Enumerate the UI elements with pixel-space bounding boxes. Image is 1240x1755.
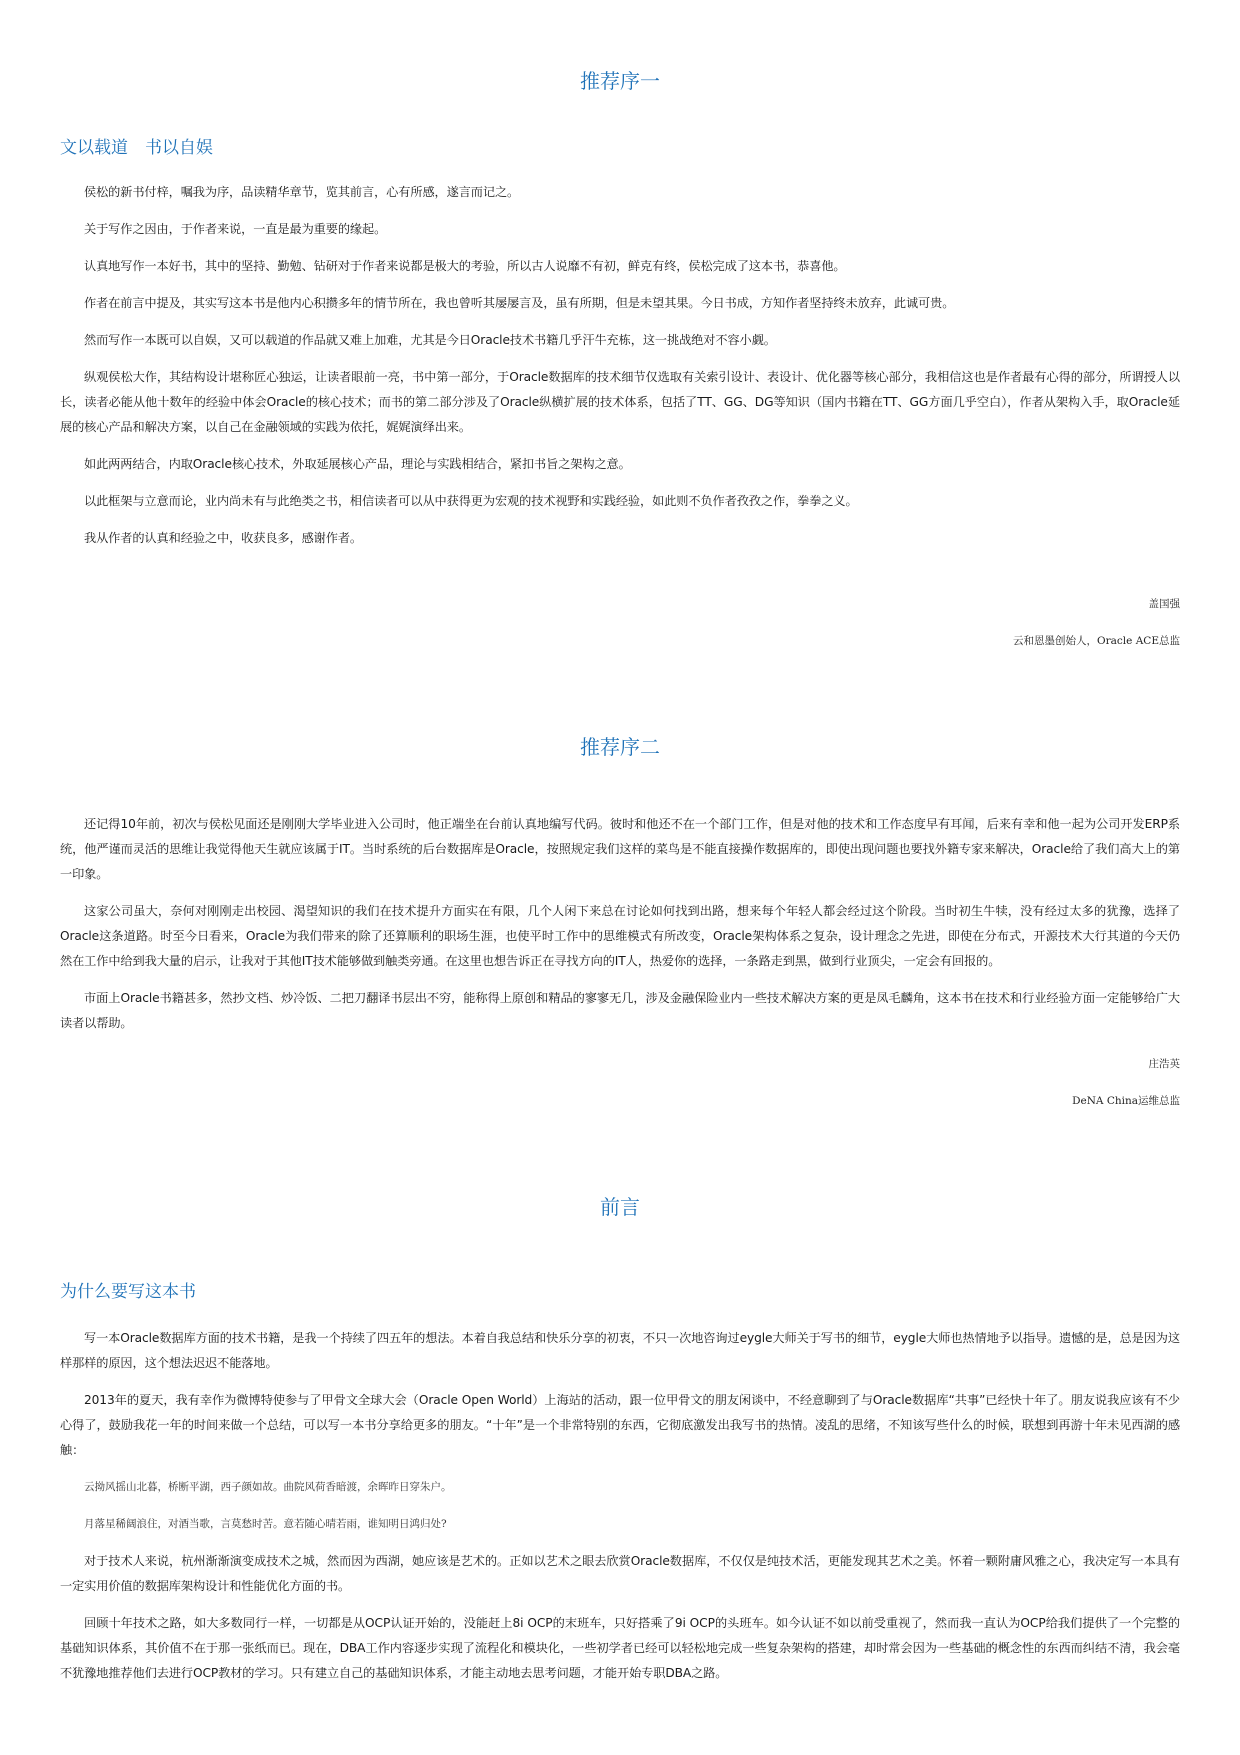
preface2-paragraph: 市面上Oracle书籍甚多，然抄文档、炒冷饭、二把刀翻译书层出不穷，能称得上原创和精品的寥寥无几，涉及金融保险业内一些技术解决方案的更是凤毛麟角，这本书在技术和行业经验方面一定能够给广大读者以帮助。 (60, 991, 1180, 1030)
preface1-paragraph: 关于写作之因由，于作者来说，一直是最为重要的缘起。 (84, 222, 387, 236)
preface1-signature-title: 云和恩墨创始人，Oracle ACE总监 (1013, 635, 1180, 647)
preface1-paragraph: 然而写作一本既可以自娱，又可以载道的作品就又难上加难，尤其是今日Oracle技术书籍几乎汗牛充栋，这一挑战绝对不容小觑。 (84, 333, 776, 347)
preface1-paragraph: 纵观侯松大作，其结构设计堪称匠心独运，让读者眼前一亮，书中第一部分，于Oracle数据库的技术细节仅选取有关索引设计、表设计、优化器等核心部分，我相信这也是作者最有心得的部分，所谓授人以长，读者必能从他十数年的经验中体会Oracle的核心技术；而书的第二部分涉及了Oracle纵横扩展的技术体系，包括了TT、GG、DG等知识（国内书籍在TT、GG方面几乎空白），作者从架构入手，取Oracle延展的核心产品和解决方案，以自己在金融领域的实践为依托，娓娓演绎出来。 (60, 370, 1180, 434)
preface1-paragraph: 侯松的新书付梓，嘱我为序，品读精华章节，览其前言，心有所感，遂言而记之。 (84, 185, 520, 199)
preface1-paragraph: 作者在前言中提及，其实写这本书是他内心积攒多年的情节所在，我也曾听其屡屡言及，虽有所期，但是未望其果。今日书成，方知作者坚持终未放弃，此诚可贵。 (84, 296, 955, 310)
preface1-paragraph: 我从作者的认真和经验之中，收获良多，感谢作者。 (84, 531, 363, 545)
preface2-title: 推荐序二 (580, 735, 660, 759)
foreword-poem-line: 月落星稀阔浪住，对酒当歌，言莫愁时苦。意若随心晴若雨，谁知明日鸿归处? (84, 1518, 447, 1530)
foreword-poem-line: 云拗风摇山北暮，桥断平湖，西子颜如故。曲院风荷香暗渡，余晖昨日穿朱户。 (84, 1481, 452, 1493)
foreword-body (60, 1326, 1180, 1698)
preface2-paragraph: 还记得10年前，初次与侯松见面还是刚刚大学毕业进入公司时，他正端坐在台前认真地编写代码。彼时和他还不在一个部门工作，但是对他的技术和工作态度早有耳闻，后来有幸和他一起为公司开发ERP系统，他严谨而灵活的思维让我觉得他天生就应该属于IT。当时系统的后台数据库是Oracle，按照规定我们这样的菜鸟是不能直接操作数据库的，即使出现问题也要找外籍专家来解决，Oracle给了我们高大上的第一印象。 (60, 817, 1180, 881)
preface1-body (60, 180, 1180, 563)
foreword-paragraph: 对于技术人来说，杭州渐渐演变成技术之城，然而因为西湖，她应该是艺术的。正如以艺术之眼去欣赏Oracle数据库，不仅仅是纯技术活，更能发现其艺术之美。怀着一颗附庸风雅之心，我决定写一本具有一定实用价值的数据库架构设计和性能优化方面的书。 (60, 1554, 1180, 1593)
preface1-paragraph: 认真地写作一本好书，其中的坚持、勤勉、钻研对于作者来说都是极大的考验，所以古人说靡不有初，鲜克有终，侯松完成了这本书，恭喜他。 (84, 259, 846, 273)
preface2-paragraph: 这家公司虽大，奈何对刚刚走出校园、渴望知识的我们在技术提升方面实在有限，几个人闲下来总在讨论如何找到出路，想来每个年轻人都会经过这个阶段。当时初生牛犊，没有经过太多的犹豫，选择了Oracle这条道路。时至今日看来，Oracle为我们带来的除了还算顺利的职场生涯，也使平时工作中的思维模式有所改变，Oracle架构体系之复杂，设计理念之先进，即使在分布式，开源技术大行其道的今天仍然在工作中给到我大量的启示，让我对于其他IT技术能够做到触类旁通。在这里也想告诉正在寻找方向的IT人，热爱你的选择，一条路走到黑，做到行业顶尖，一定会有回报的。 (60, 904, 1180, 968)
preface1-paragraph: 以此框架与立意而论，业内尚未有与此绝类之书，相信读者可以从中获得更为宏观的技术视野和实践经验，如此则不负作者孜孜之作，拳拳之义。 (84, 494, 858, 508)
foreword-paragraph: 写一本Oracle数据库方面的技术书籍，是我一个持续了四五年的想法。本着自我总结和快乐分享的初衷，不只一次地咨询过eygle大师关于写书的细节，eygle大师也热情地予以指导。遗憾的是，总是因为这样那样的原因，这个想法迟迟不能落地。 (60, 1331, 1180, 1370)
preface1-signature-name: 盖国强 (1148, 598, 1180, 610)
foreword-title: 前言 (600, 1195, 640, 1219)
preface2-body (60, 812, 1180, 1048)
preface1-title: 推荐序一 (580, 69, 660, 93)
foreword-paragraph: 回顾十年技术之路，如大多数同行一样，一切都是从OCP认证开始的，没能赶上8i OCP的末班车，只好搭乘了9i OCP的头班车。如今认证不如以前受重视了，然而我一直认为OCP给我们提供了一个完整的基础知识体系，其价值不在于那一张纸而已。现在，DBA工作内容逐步实现了流程化和模块化，一些初学者已经可以轻松地完成一些复杂架构的搭建，却时常会因为一些基础的概念性的东西而纠结不清，我会毫不犹豫地推荐他们去进行OCP教材的学习。只有建立自己的基础知识体系，才能主动地去思考问题，才能开始专职DBA之路。 (60, 1616, 1180, 1680)
preface1-subtitle: 文以载道 书以自娱 (60, 138, 213, 158)
preface1-paragraph: 如此两两结合，内取Oracle核心技术，外取延展核心产品，理论与实践相结合，紧扣书旨之架构之意。 (84, 457, 631, 471)
preface2-signature-name: 庄浩英 (1148, 1058, 1180, 1070)
foreword-subtitle: 为什么要写这本书 (60, 1282, 196, 1302)
foreword-paragraph: 2013年的夏天，我有幸作为微博特使参与了甲骨文全球大会（Oracle Open World）上海站的活动，跟一位甲骨文的朋友闲谈中，不经意聊到了与Oracle数据库“共事”已经快十年了。朋友说我应该有不少心得了，鼓励我花一年的时间来做一个总结，可以写一本书分享给更多的朋友。“十年”是一个非常特别的东西，它彻底激发出我写书的热情。凌乱的思绪，不知该写些什么的时候，联想到再游十年未见西湖的感触： (60, 1393, 1180, 1457)
preface2-signature-title: DeNA China运维总监 (1072, 1095, 1180, 1107)
